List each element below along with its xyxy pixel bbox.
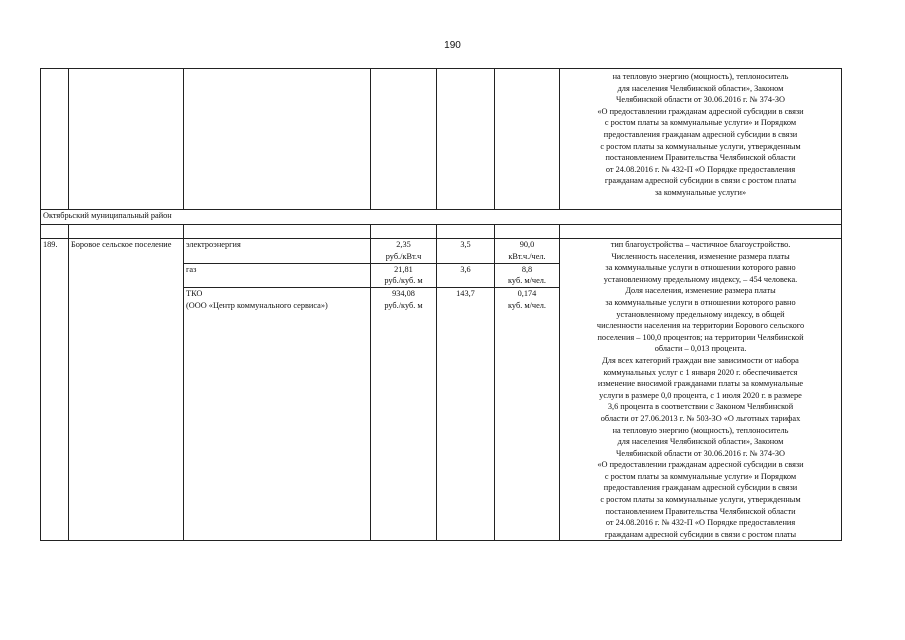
tariff-cell (371, 239, 437, 264)
text-line: предоставления гражданам адресной субсидии в связи (603, 129, 798, 139)
norm-unit: кВт.ч./чел. (508, 251, 546, 261)
text-line: с ростом платы за коммунальные услуги, утвержденным (600, 141, 801, 151)
continuation-text (560, 69, 842, 210)
text-line: для населения Челябинской области», Законом (617, 83, 784, 93)
norm-value: 0,174 (517, 289, 537, 299)
norm-cell (495, 239, 560, 264)
text-line: численности населения на территории Борового сельского (596, 321, 805, 331)
text-line: за коммунальные услуги» (654, 187, 747, 197)
text-line: установленному предельному индексу, – 454 человека. (603, 274, 798, 284)
tariff-cell (371, 288, 437, 541)
text-line: за коммунальные услуги в отношении которого равно (605, 297, 796, 307)
text-line: предоставления гражданам адресной субсидии в связи (603, 483, 798, 493)
table-row (41, 239, 842, 264)
text-line: тип благоустройства – частичное благоустройство. (610, 240, 791, 249)
tariff-table (40, 68, 842, 541)
description-cell (560, 239, 842, 541)
service-name: электроэнергия (184, 239, 371, 264)
service-provider: (ООО «Центр коммунального сервиса») (186, 301, 328, 311)
text-line: с ростом платы за коммунальные услуги, утвержденным (600, 495, 801, 505)
service-name: газ (184, 263, 371, 288)
tariff-value: 934,08 (392, 289, 415, 299)
text-line: Для всех категорий граждан вне зависимости от набора (602, 355, 799, 365)
text-line: Численность населения, изменение размера платы (611, 251, 790, 261)
tariff-unit: руб./куб. м (384, 276, 423, 286)
text-line: гражданам адресной субсидии в связи с ростом платы (604, 176, 797, 186)
rate-value: 143,7 (437, 288, 495, 541)
text-line: от 24.08.2016 г. № 432-П «О Порядке предоставления (605, 164, 796, 174)
norm-unit: куб. м/чел. (508, 276, 546, 286)
spacer-row (41, 225, 842, 239)
rate-value: 3,6 (437, 263, 495, 288)
text-line: Челябинской области от 30.06.2016 г. № 374-ЗО (615, 95, 785, 105)
text-line: области – 0,013 процента. (654, 344, 747, 354)
tariff-unit: руб./кВт.ч (385, 251, 422, 261)
text-line: услуги в размере 0,0 процента, с 1 июля 2020 г. в размере (599, 390, 802, 400)
service-name: ТКО (186, 289, 203, 299)
norm-value: 90,0 (519, 240, 535, 249)
page-number: 190 (444, 40, 461, 51)
service-name-cell (184, 288, 371, 541)
text-line: гражданам адресной субсидии в связи с ростом платы (604, 529, 797, 539)
settlement-name: Боровое сельское поселение (69, 239, 184, 541)
section-row (41, 210, 842, 225)
tariff-value: 21,81 (394, 264, 413, 274)
text-line: Челябинской области от 30.06.2016 г. № 374-ЗО (615, 448, 785, 458)
text-line: коммунальных услуг с 1 января 2020 г. обеспечивается (603, 367, 798, 377)
tariff-unit: руб./куб. м (384, 301, 423, 311)
text-line: от 24.08.2016 г. № 432-П «О Порядке предоставления (605, 518, 796, 528)
tariff-value: 2,35 (396, 240, 411, 249)
section-title: Октябрьский муниципальный район (41, 210, 842, 225)
text-line: за коммунальные услуги в отношении которого равно (605, 263, 796, 273)
text-line: установленному предельному индексу, в общей (616, 309, 785, 319)
continuation-row (41, 69, 842, 210)
text-line: области от 27.06.2013 г. № 503-ЗО «О льготных тарифах (600, 413, 801, 423)
text-line: на тепловую энергию (мощность), теплоноситель (612, 425, 789, 435)
text-line: постановлением Правительства Челябинской области (605, 506, 796, 516)
rate-value: 3,5 (437, 239, 495, 264)
norm-cell (495, 263, 560, 288)
tariff-cell (371, 263, 437, 288)
row-number: 189. (41, 239, 69, 541)
text-line: «О предоставлении гражданам адресной субсидии в связи (597, 460, 804, 470)
text-line: с ростом платы за коммунальные услуги» и Порядком (604, 118, 797, 128)
text-line: изменение вносимой гражданами платы за коммунальные (597, 379, 804, 389)
text-line: «О предоставлении гражданам адресной субсидии в связи (597, 106, 804, 116)
norm-value: 8,8 (521, 264, 533, 274)
text-line: 3,6 процента в соответствии с Законом Челябинской (607, 402, 794, 412)
text-line: поселения – 100,0 процентов; на территории Челябинской (597, 332, 804, 342)
text-line: на тепловую энергию (мощность), теплоноситель (612, 72, 789, 81)
text-line: с ростом платы за коммунальные услуги» и Порядком (604, 471, 797, 481)
text-line: для населения Челябинской области», Законом (617, 437, 784, 447)
text-line: постановлением Правительства Челябинской области (605, 153, 796, 163)
text-line: Доля населения, изменение размера платы (625, 286, 776, 296)
norm-cell (495, 288, 560, 541)
norm-unit: куб. м/чел. (508, 301, 546, 311)
